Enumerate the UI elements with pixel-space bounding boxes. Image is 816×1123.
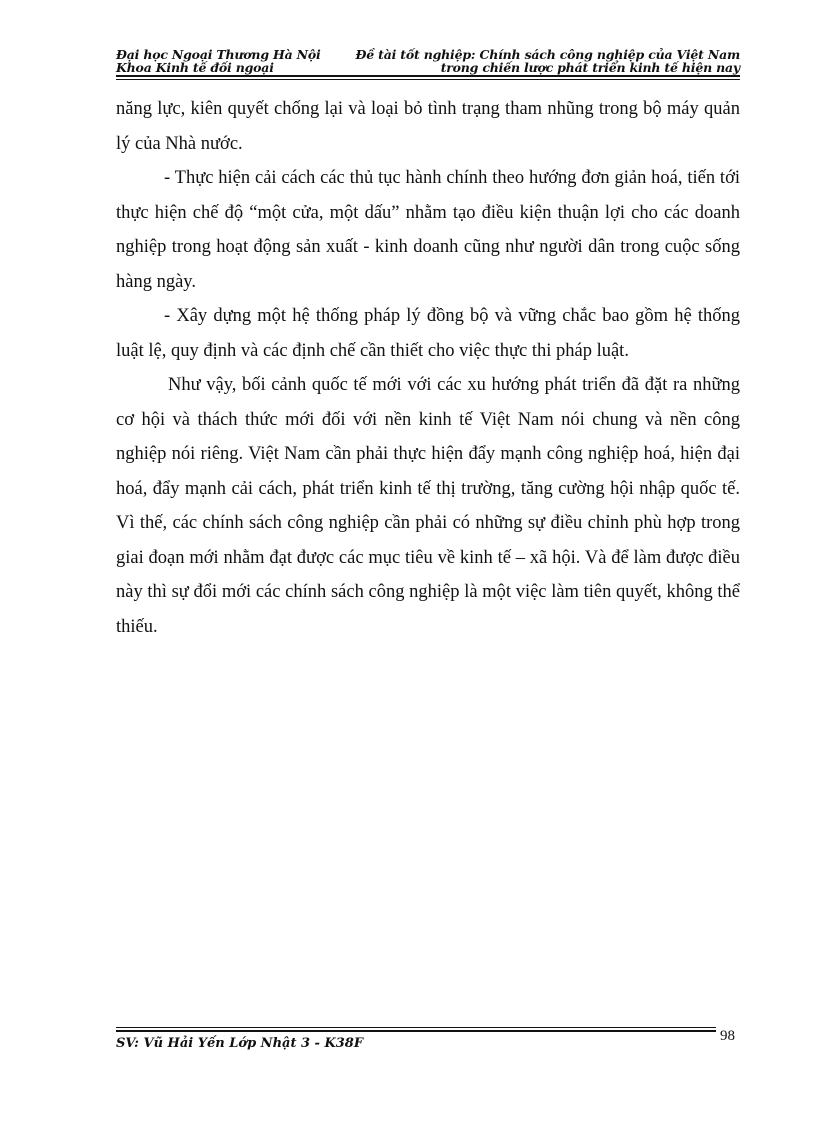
paragraph-3: - Xây dựng một hệ thống pháp lý đồng bộ và vững chắc bao gồm hệ thống luật lệ, quy định và các định chế cần thiết cho việc thực thi pháp luật. [116,306,740,361]
footer-divider-thin [116,1027,716,1028]
header-divider [116,75,740,77]
paragraph-1: năng lực, kiên quyết chống lại và loại bỏ tình trạng tham nhũng trong bộ máy quản lý của Nhà nước. [116,99,740,154]
header-divider-thin [116,79,740,80]
paragraph-2: - Thực hiện cải cách các thủ tục hành chính theo hướng đơn giản hoá, tiến tới thực hiện chế độ “một cửa, một dấu” nhằm tạo điều kiện thuận lợi cho các doanh nghiệp trong hoạt động sản xuất - kinh doanh cũng như người dân trong cuộc sống hàng ngày. [116,168,740,292]
header-thesis-title: Đề tài tốt nghiệp: Chính sách công nghiệp của Việt Nam [355,47,740,62]
header-faculty: Khoa Kinh tế đối ngoại [116,60,274,75]
paragraph-4: Như vậy, bối cảnh quốc tế mới với các xu hướng phát triển đã đặt ra những cơ hội và thách thức mới đối với nền kinh tế Việt Nam nói chung và nền công nghiệp nói riêng. Việt Nam cần phải thực hiện đẩy mạnh công nghiệp hoá, hiện đại hoá, đẩy mạnh cải cách, phát triển kinh tế thị trường, tăng cường hội nhập quốc tế. Vì thế, các chính sách công nghiệp cần phải có những sự điều chỉnh phù hợp trong giai đoạn mới nhằm đạt được các mục tiêu về kinh tế – xã hội. Và để làm được điều này thì sự đổi mới các chính sách công nghiệp là một việc làm tiên quyết, không thể thiếu. [116,375,740,637]
header-thesis-subtitle: trong chiến lược phát triển kinh tế hiện nay [440,60,740,75]
body-content [116,92,740,644]
header-university: Đại học Ngoại Thương Hà Nội [116,47,321,62]
page-number: 98 [720,1028,735,1044]
footer-author: SV: Vũ Hải Yến Lớp Nhật 3 - K38F [116,1036,364,1051]
footer-divider [116,1030,716,1032]
